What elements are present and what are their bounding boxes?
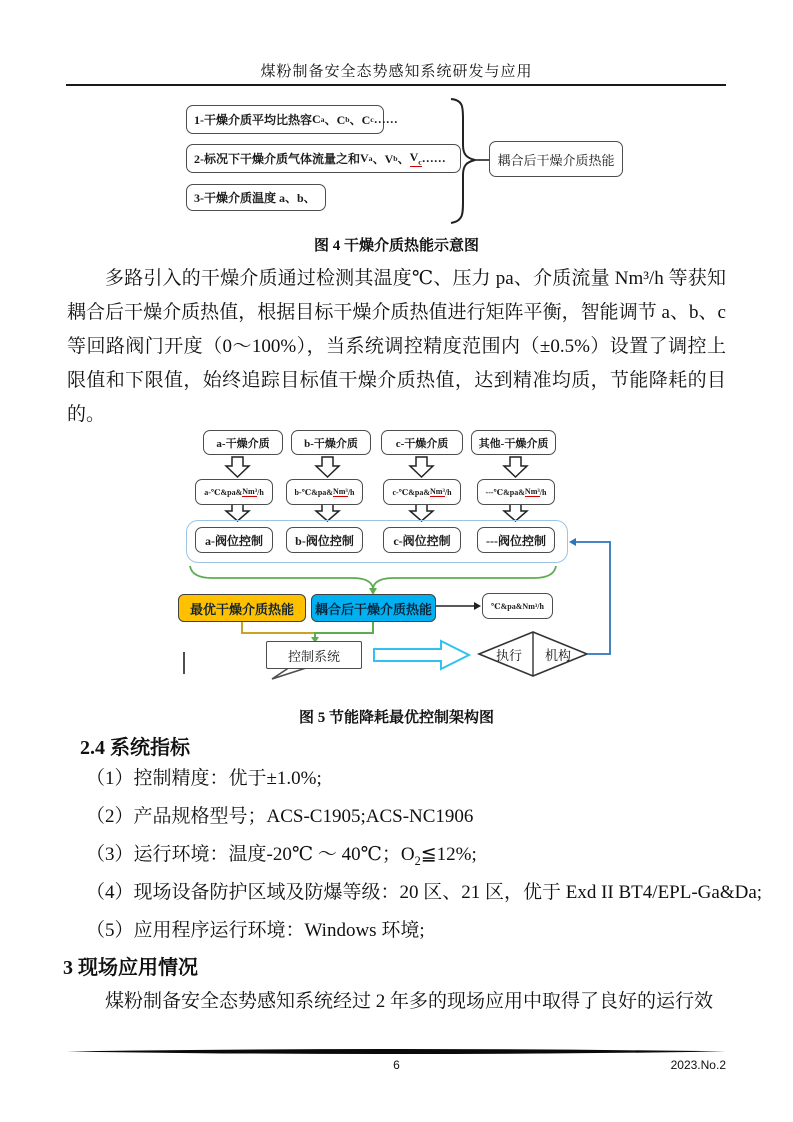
fig4-box2-text: 2-标况下干燥介质气体流量之和 — [194, 152, 360, 166]
fig5-media-a: a-干燥介质 — [203, 430, 283, 455]
fig5-feedback-line — [576, 542, 610, 654]
intro-paragraph: 多路引入的干燥介质通过检测其温度℃、压力 pa、介质流量 Nm³/h 等获知耦合后干燥介质热值，根据目标干燥介质热值进行矩阵平衡，智能调节 a、b、c 等回路阀门开度（0～100%），当系统调控精度范围内（±0.5%）设置了调控上限值和下限值，始终追踪目标值干燥介质热值，达到精准均质，节能降耗的目的。 — [67, 268, 726, 425]
fig5-sensor-readout-box: ℃&pa& Nm³ /h — [482, 593, 553, 619]
running-header-title: 煤粉制备安全态势感知系统研发与应用 — [260, 64, 533, 80]
fig5-actuator-label-right: 机构 — [544, 648, 571, 663]
figure4-caption: 图 4 干燥介质热能示意图 — [313, 238, 479, 254]
fig5-cyan-arrow — [374, 641, 469, 669]
fig5-sensor-a: a- ℃&pa& Nm³ /h — [195, 479, 273, 505]
figure5-caption: 图 5 节能降耗最优控制架构图 — [298, 710, 494, 726]
fig4-box-specific-heat: 1-干燥介质平均比热容 C a 、C b 、C c …… — [186, 105, 384, 134]
fig5-media-c: c-干燥介质 — [381, 430, 463, 455]
spec-item-4: （4）现场设备防护区域及防爆等级：20 区、21 区，优于 Exd II BT4/EPL-Ga&Da; — [86, 882, 763, 903]
fig5-green-brace — [190, 566, 556, 588]
fig4-misspelled-vc: $V_c$ — [409, 149, 422, 167]
fig5-control-system-box: 控制系统 — [266, 641, 362, 669]
fig4-box1-text: 1-干燥介质平均比热容 — [194, 113, 312, 127]
footer-rule — [67, 1048, 726, 1056]
section-3-paragraph: 煤粉制备安全态势感知系统经过 2 年多的现场应用中取得了良好的运行效 — [105, 991, 714, 1012]
fig5-actuator-label-left: 执行 — [495, 648, 522, 663]
spec-item-3: （3）运行环境：温度-20℃ ～ 40℃；$O_2≦12\%$; — [86, 844, 477, 868]
fig5-misspelled-nm: Nm³ — [242, 487, 258, 496]
fig4-box3-text: 3-干燥介质温度 a、b、 — [194, 191, 316, 205]
fig5-sensor-b: b- ℃&pa& Nm³ /h — [286, 479, 363, 505]
spec-item-5: （5）应用程序运行环境：Windows 环境; — [86, 920, 425, 941]
fig5-sensor-c: c- ℃&pa& Nm³ /h — [383, 479, 461, 505]
fig5-sensor-other: --- ℃&pa& Nm³ /h — [477, 479, 555, 505]
page-number: 6 — [393, 1058, 400, 1072]
fig5-valve-a: a-阀位控制 — [195, 527, 273, 553]
fig5-valve-b: b-阀位控制 — [286, 527, 363, 553]
fig5-misspelled-nm: Nm³ — [524, 487, 540, 496]
fig5-valve-c: c-阀位控制 — [383, 527, 461, 553]
fig5-valve-other: ---阀位控制 — [477, 527, 555, 553]
spec-item-1: （1）控制精度：优于±1.0%; — [86, 768, 322, 789]
fig5-media-b: b-干燥介质 — [291, 430, 371, 455]
section-3-heading: 3 现场应用情况 — [63, 957, 198, 979]
section-2-4-heading: 2.4 系统指标 — [80, 737, 190, 759]
fig5-media-other: 其他-干燥介质 — [471, 430, 556, 455]
fig5-optimal-energy-box: 最优干燥介质热能 — [178, 594, 306, 622]
fig5-misspelled-nm: Nm³ — [430, 487, 445, 496]
fig5-misspelled-nm: Nm³ — [332, 487, 348, 496]
issue-number: 2023.No.2 — [670, 1058, 726, 1072]
spec-item-2: （2）产品规格型号；ACS-C1905;ACS-NC1906 — [86, 806, 474, 827]
fig5-coupled-energy-box: 耦合后干燥介质热能 — [311, 594, 436, 622]
fig4-result-text: 耦合后干燥介质热能 — [497, 152, 615, 168]
fig4-box-flow-sum: 2-标况下干燥介质气体流量之和 V a 、V b 、 $V_c$ …… — [186, 144, 461, 173]
